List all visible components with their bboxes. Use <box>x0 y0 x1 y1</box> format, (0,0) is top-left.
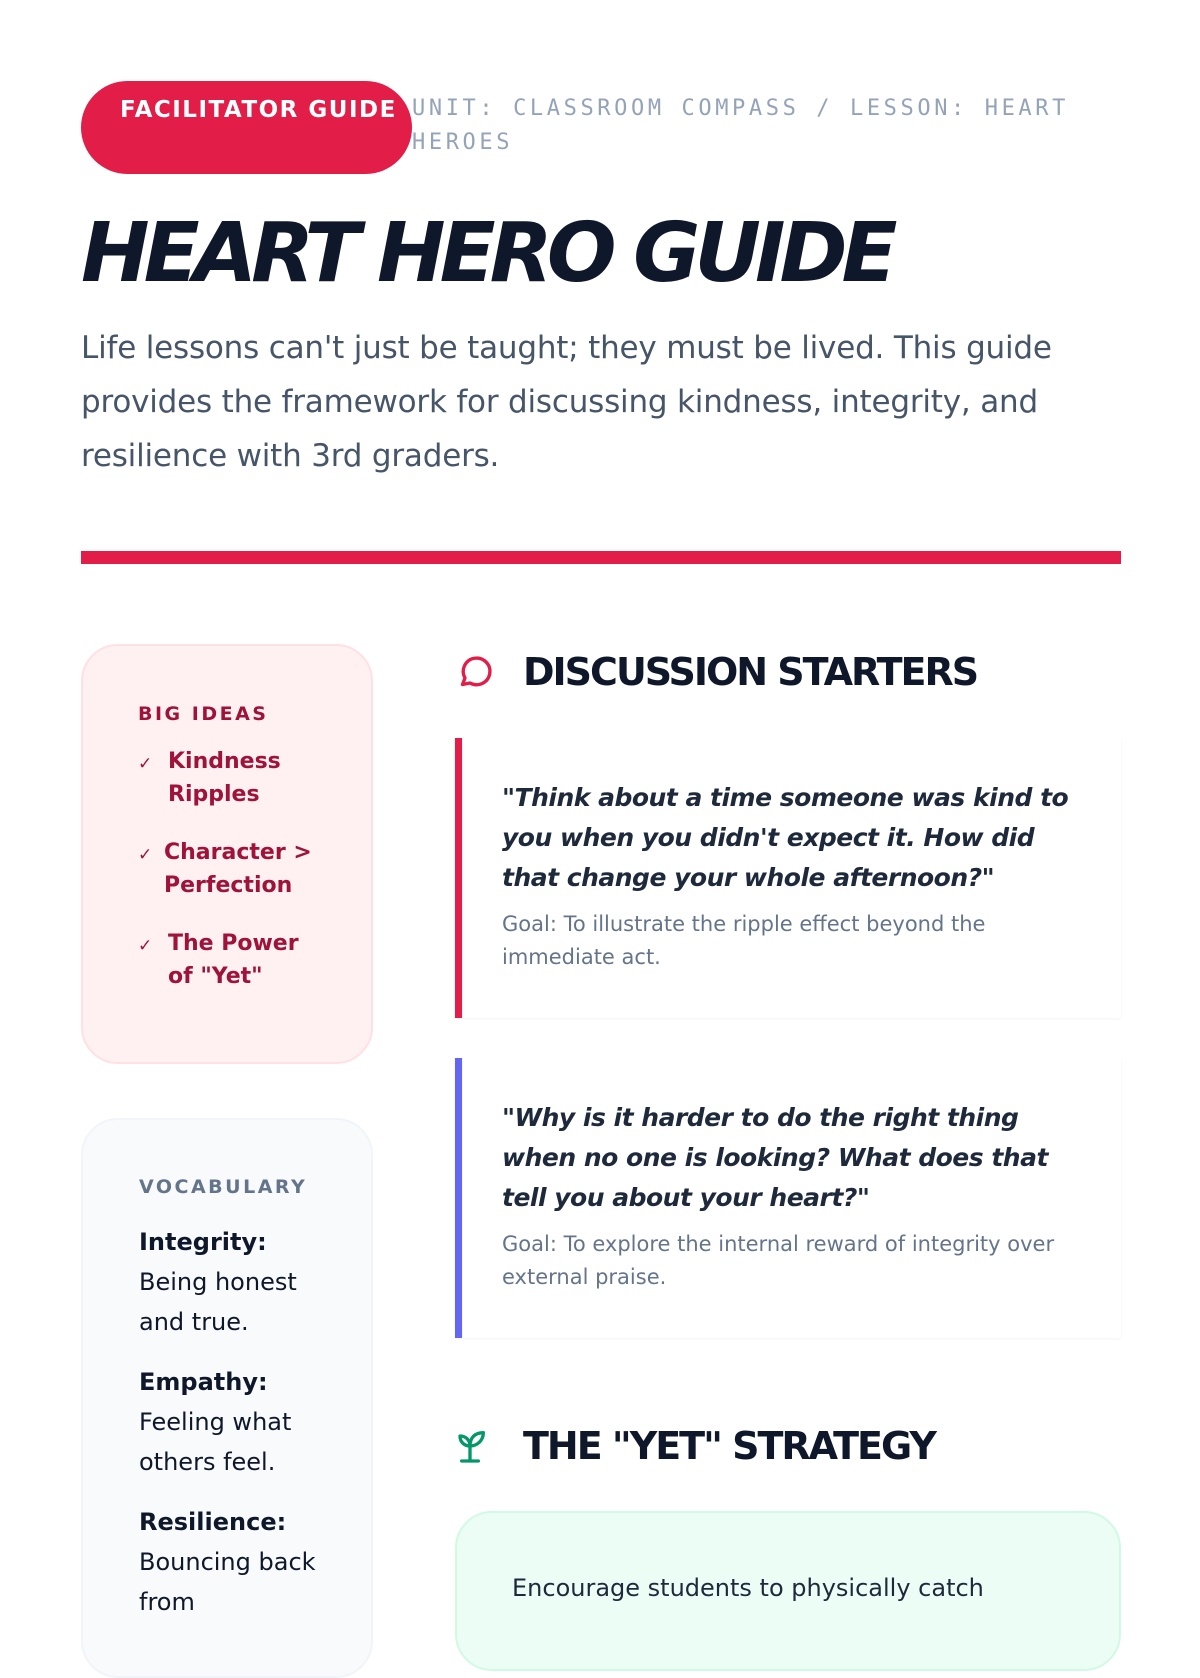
big-idea-text: Kindness Ripples <box>168 749 281 807</box>
vocabulary-definition: Bouncing back from <box>139 1548 316 1616</box>
vocabulary-term: Integrity: <box>139 1228 267 1256</box>
big-idea-item <box>138 836 371 902</box>
check-icon: ✓ <box>138 754 153 773</box>
breadcrumb: UNIT: CLASSROOM COMPASS / LESSON: HEART HEROES <box>412 96 1069 155</box>
vocabulary-item <box>139 1362 339 1482</box>
big-idea-text: The Power of "Yet" <box>168 931 299 989</box>
big-ideas-card <box>81 644 373 1064</box>
discussion-goal: Goal: To illustrate the ripple effect beyond the immediate act. <box>502 912 986 969</box>
facilitator-guide-badge: FACILITATOR GUIDE <box>81 81 412 174</box>
vocabulary-term: Resilience: <box>139 1508 287 1536</box>
discussion-question: "Why is it harder to do the right thing when no one is looking? What does that tell you about your heart?" <box>502 1103 1048 1212</box>
big-idea-item <box>138 927 371 993</box>
vocabulary-definition: Feeling what others feel. <box>139 1408 292 1476</box>
yet-strategy-heading <box>455 1424 935 1468</box>
discussion-goal: Goal: To explore the internal reward of integrity over external praise. <box>502 1232 1055 1289</box>
header-row <box>81 81 1121 174</box>
vocabulary-item <box>139 1222 339 1342</box>
discussion-starters-title: DISCUSSION STARTERS <box>523 650 978 694</box>
big-idea-item <box>138 745 371 811</box>
vocabulary-item <box>139 1502 339 1622</box>
yet-strategy-text: Encourage students to physically catch <box>512 1574 984 1602</box>
speech-bubble-icon <box>455 652 495 692</box>
page-title: HEART HERO GUIDE <box>81 206 892 301</box>
sprout-icon <box>455 1426 495 1466</box>
discussion-card <box>455 1058 1121 1338</box>
yet-strategy-card <box>455 1511 1121 1671</box>
discussion-question: "Think about a time someone was kind to you when you didn't expect it. How did that change your whole afternoon?" <box>502 783 1069 892</box>
big-idea-text: Character > Perfection <box>164 840 312 898</box>
vocabulary-definition: Being honest and true. <box>139 1268 297 1336</box>
discussion-starters-heading <box>455 650 977 694</box>
check-icon: ✓ <box>138 936 153 955</box>
big-ideas-label: BIG IDEAS <box>138 703 269 725</box>
vocabulary-label: VOCABULARY <box>139 1176 308 1198</box>
discussion-card <box>455 738 1121 1018</box>
intro-paragraph: Life lessons can't just be taught; they must be lived. This guide provides the framework for discussing kindness, integrity, and resilience with 3rd graders. <box>81 330 1052 474</box>
check-icon: ✓ <box>138 845 153 864</box>
yet-strategy-title: THE "YET" STRATEGY <box>523 1424 935 1468</box>
vocabulary-card <box>81 1118 373 1678</box>
header-divider <box>81 551 1121 564</box>
vocabulary-term: Empathy: <box>139 1368 268 1396</box>
